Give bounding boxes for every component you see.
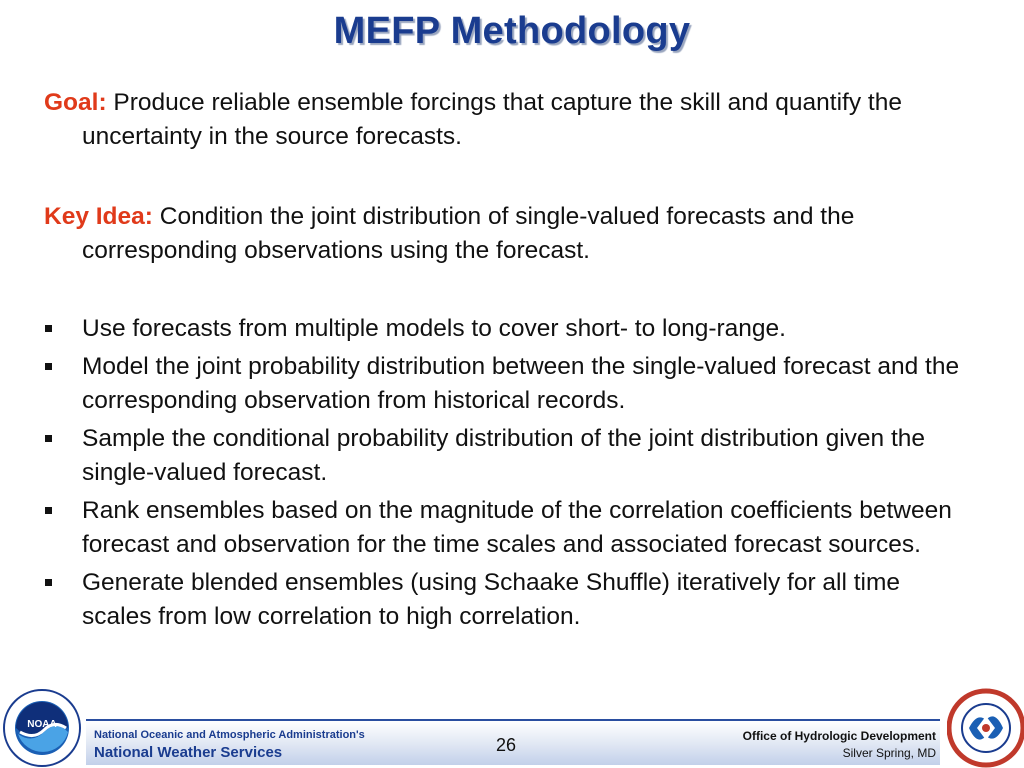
key-idea-label: Key Idea: [44, 203, 153, 230]
bullet-item: Rank ensembles based on the magnitude of the correlation coefficients between forecast and observation for the time scales and associated forecast sources. [44, 494, 974, 562]
key-idea-text: Condition the joint distribution of single-valued forecasts and the corresponding observations using the forecast. [82, 203, 855, 264]
goal-text: Produce reliable ensemble forcings that capture the skill and quantify the uncertainty in the source forecasts. [82, 89, 902, 150]
footer-bar [86, 719, 940, 765]
footer-office-name: Office of Hydrologic Development [742, 729, 936, 743]
footer-org-line1: National Oceanic and Atmospheric Administration's [94, 729, 365, 741]
slide-body [44, 86, 974, 638]
bullet-item: Model the joint probability distribution between the single-valued forecast and the corresponding observation from historical records. [44, 350, 974, 418]
bullet-square-icon [45, 579, 52, 586]
goal-label: Goal: [44, 89, 107, 116]
page-number: 26 [496, 735, 517, 755]
bullet-square-icon [45, 325, 52, 332]
nws-logo-icon [947, 688, 1024, 768]
bullet-item: Sample the conditional probability distribution of the joint distribution given the single-valued forecast. [44, 422, 974, 490]
bullet-square-icon [45, 507, 52, 514]
bullet-item: Use forecasts from multiple models to cover short- to long-range. [44, 312, 974, 346]
bullet-item: Generate blended ensembles (using Schaake Shuffle) iteratively for all time scales from low correlation to high correlation. [44, 566, 974, 634]
slide-title: MEFP Methodology [333, 10, 691, 52]
bullet-square-icon [45, 363, 52, 370]
footer-location: Silver Spring, MD [842, 746, 936, 760]
noaa-logo-icon [2, 688, 82, 768]
bullet-square-icon [45, 435, 52, 442]
bullet-list [44, 312, 974, 634]
noaa-logo-text: NOAA [27, 719, 57, 730]
key-idea-paragraph [44, 200, 974, 268]
footer-org-line2: National Weather Services [94, 744, 283, 761]
footer-organization [94, 729, 365, 761]
goal-paragraph [44, 86, 974, 154]
footer-office [743, 729, 936, 760]
